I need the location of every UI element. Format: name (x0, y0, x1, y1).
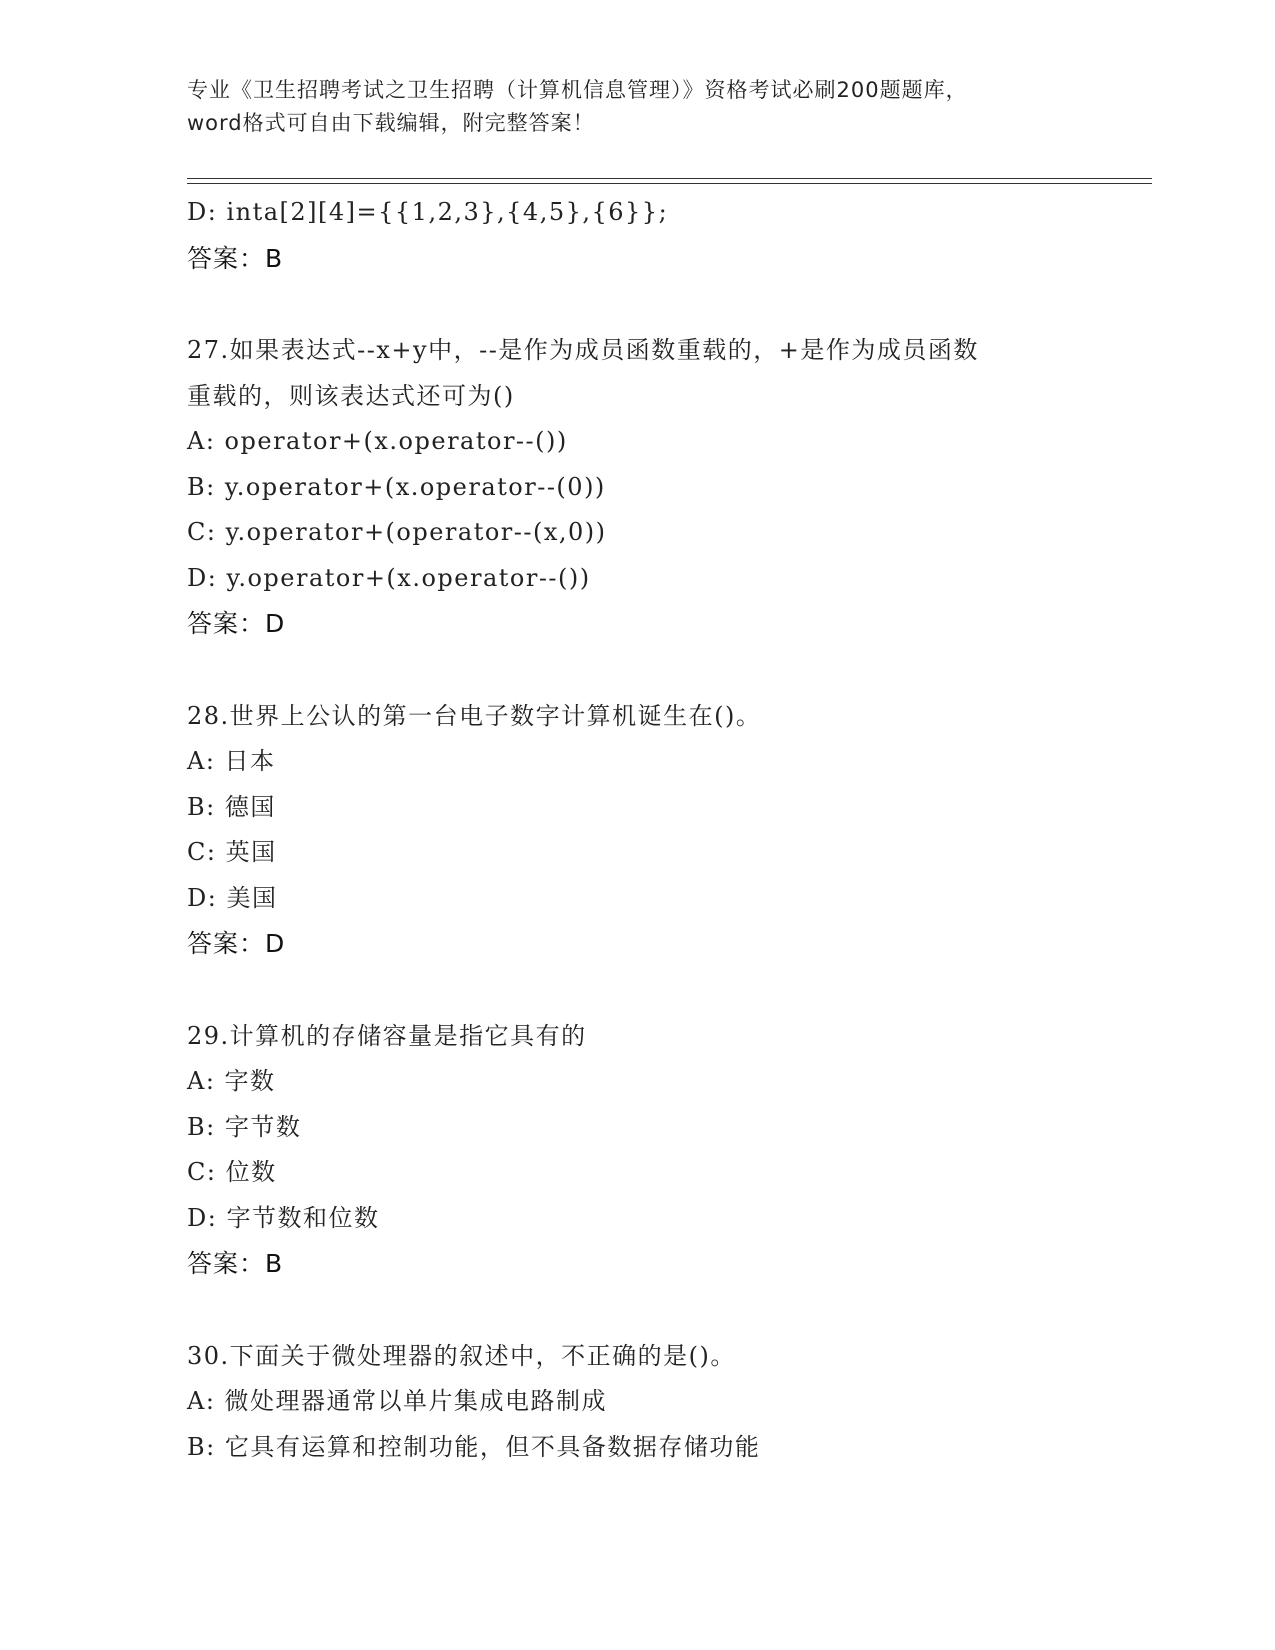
q27-option-a: A: operator+(x.operator--()) (187, 427, 568, 455)
header-title-line-1: 专业《卫生招聘考试之卫生招聘（计算机信息管理）》资格考试必刷200题题库， (187, 78, 968, 102)
spacer (187, 967, 1147, 1014)
q29-stem: 29.计算机的存储容量是指它具有的 (187, 1021, 587, 1050)
q29-option-b: B: 字节数 (187, 1112, 302, 1141)
spacer (187, 1287, 1147, 1334)
q28-stem: 28.世界上公认的第一台电子数字计算机诞生在()。 (187, 701, 762, 730)
spacer (187, 281, 1147, 328)
q30-option-b: B: 它具有运算和控制功能，但不具备数据存储功能 (187, 1432, 761, 1461)
q29-answer: 答案：B (187, 1249, 284, 1278)
q27-stem-line-2: 重载的，则该表达式还可为() (187, 381, 515, 410)
q26-option-d: D: inta[2][4]={{1,2,3},{4,5},{6}}; (187, 198, 669, 226)
q28-option-d: D: 美国 (187, 883, 278, 912)
page-header (187, 74, 1087, 140)
q29-option-a: A: 字数 (187, 1067, 276, 1095)
q28-answer: 答案：D (187, 929, 286, 958)
q29-option-d: D: 字节数和位数 (187, 1203, 380, 1232)
header-divider-bottom (187, 183, 1152, 184)
q27-option-b: B: y.operator+(x.operator--(0)) (187, 472, 606, 501)
question-list (187, 190, 1147, 1470)
header-divider-top (187, 178, 1152, 179)
q29-option-c: C: 位数 (187, 1158, 277, 1186)
q28-option-c: C: 英国 (187, 838, 277, 866)
q30-option-a: A: 微处理器通常以单片集成电路制成 (187, 1387, 608, 1415)
q27-stem-line-1: 27.如果表达式--x+y中，--是作为成员函数重载的，+是作为成员函数 (187, 336, 979, 364)
q27-option-c: C: y.operator+(operator--(x,0)) (187, 518, 607, 546)
q28-option-b: B: 德国 (187, 792, 276, 821)
q26-answer: 答案：B (187, 243, 284, 273)
q30-stem: 30.下面关于微处理器的叙述中，不正确的是()。 (187, 1341, 736, 1370)
q28-option-a: A: 日本 (187, 747, 276, 775)
header-title-line-2: word格式可自由下载编辑，附完整答案！ (187, 111, 595, 135)
spacer (187, 647, 1147, 694)
q27-answer: 答案：D (187, 609, 286, 638)
q27-option-d: D: y.operator+(x.operator--()) (187, 563, 591, 592)
